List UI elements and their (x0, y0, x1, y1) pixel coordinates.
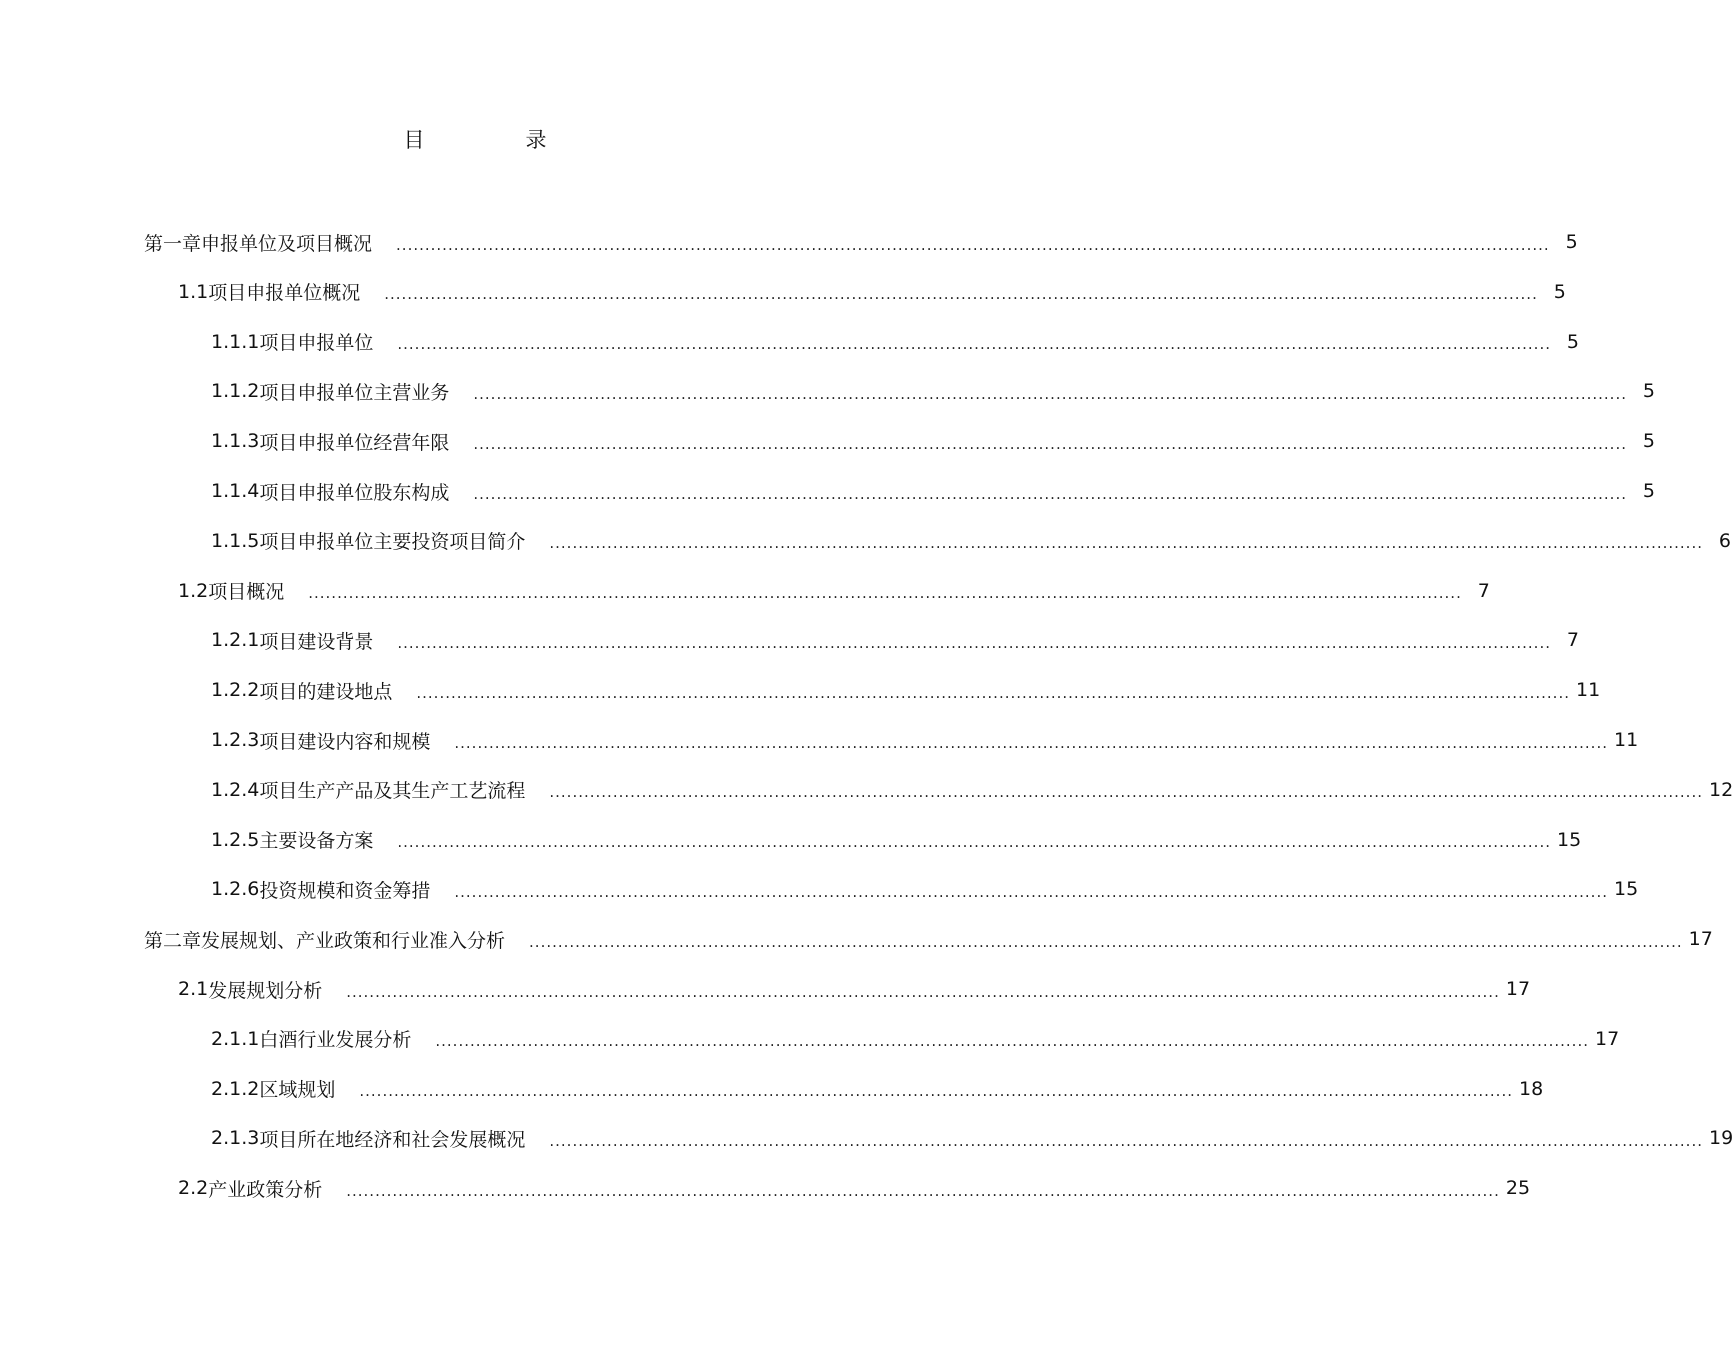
dot-leader: ........................................................................................................................................................................................................ (454, 882, 1608, 901)
toc-entry-title: 项目的建设地点 (259, 680, 393, 703)
toc-entry-title: 项目申报单位经营年限 (259, 431, 450, 454)
toc-entry-number: 1.1 (178, 280, 209, 303)
toc-entry-page-number: 11 (1576, 679, 1601, 702)
toc-entry-page-number: 5 (1553, 280, 1566, 303)
toc-entry[interactable] (211, 371, 1655, 411)
toc-entry-page-number: 5 (1642, 430, 1655, 453)
toc-entry-title: 项目所在地经济和社会发展概况 (259, 1128, 526, 1151)
dot-leader: ........................................................................................................................................................................................................ (397, 633, 1551, 652)
toc-entry-page-number: 17 (1688, 928, 1713, 951)
toc-entry-page-number: 5 (1566, 330, 1579, 353)
toc-entry[interactable] (178, 571, 1490, 611)
toc-title: 目 录 (403, 128, 587, 152)
toc-entry[interactable] (211, 421, 1655, 461)
toc-entry-page-number: 5 (1642, 480, 1655, 502)
dot-leader: ........................................................................................................................................................................................................ (416, 683, 1570, 702)
dot-leader: ........................................................................................................................................................................................................ (529, 932, 1683, 951)
dot-leader: ........................................................................................................................................................................................................ (473, 384, 1627, 403)
dot-leader: ........................................................................................................................................................................................................ (397, 833, 1551, 852)
toc-entry-number: 1.1.1 (211, 330, 260, 353)
toc-entry-number: 1.2.3 (211, 729, 260, 751)
toc-entry-page-number: 11 (1614, 729, 1639, 751)
toc-entry-title: 申报单位及项目概况 (201, 232, 373, 255)
toc-entry[interactable] (144, 919, 1713, 959)
toc-entry-title: 区域规划 (259, 1079, 336, 1102)
toc-entry[interactable] (211, 620, 1579, 660)
toc-entry-number: 第一章 (144, 232, 202, 255)
toc-entry-number: 1.1.5 (211, 529, 260, 552)
toc-entry-page-number: 17 (1595, 1027, 1620, 1050)
toc-entry-page-number: 18 (1519, 1077, 1544, 1100)
toc-entry[interactable] (211, 471, 1655, 511)
dot-leader: ........................................................................................................................................................................................................ (473, 484, 1627, 503)
toc-entry-title: 发展规划、产业政策和行业准入分析 (201, 929, 506, 952)
toc-entry-title: 白酒行业发展分析 (259, 1029, 412, 1052)
toc-entry[interactable] (211, 869, 1639, 909)
dot-leader: ........................................................................................................................................................................................................ (435, 1032, 1589, 1051)
toc-entry-title: 项目申报单位主要投资项目简介 (259, 531, 526, 554)
toc-entry-page-number: 19 (1709, 1127, 1733, 1150)
toc-entry[interactable] (178, 272, 1566, 312)
dot-leader: ........................................................................................................................................................................................................ (359, 1082, 1513, 1101)
toc-entry-title: 项目申报单位概况 (208, 282, 361, 305)
toc-entry[interactable] (211, 770, 1733, 810)
toc-entry-number: 2.2 (178, 1177, 209, 1200)
toc-entry[interactable] (211, 820, 1582, 860)
toc-entry-number: 2.1.2 (211, 1077, 260, 1100)
toc-entry[interactable] (211, 521, 1731, 561)
toc-entry-number: 1.1.3 (211, 430, 260, 453)
toc-entry-page-number: 5 (1642, 380, 1655, 403)
toc-entry-page-number: 7 (1566, 629, 1579, 652)
toc-entry-title: 项目生产产品及其生产工艺流程 (259, 780, 526, 803)
toc-entry[interactable] (211, 322, 1579, 362)
toc-entry-title: 发展规划分析 (208, 979, 323, 1002)
toc-entry-number: 1.2.4 (211, 778, 260, 801)
dot-leader: ........................................................................................................................................................................................................ (384, 285, 1538, 304)
toc-entry-title: 主要设备方案 (259, 830, 374, 853)
toc-entry[interactable] (178, 969, 1531, 1009)
dot-leader: ........................................................................................................................................................................................................ (549, 783, 1703, 802)
toc-entry-title: 投资规模和资金筹措 (259, 879, 431, 902)
toc-entry-page-number: 6 (1718, 529, 1731, 552)
toc-entry-title: 项目建设背景 (259, 630, 374, 653)
toc-entry[interactable] (211, 1019, 1620, 1059)
toc-entry-number: 1.2.2 (211, 679, 260, 702)
toc-entry-number: 1.2 (178, 579, 209, 602)
toc-entry-page-number: 15 (1614, 878, 1639, 901)
toc-entry-title: 产业政策分析 (208, 1178, 323, 1201)
toc-entry-number: 1.2.1 (211, 629, 260, 652)
toc-entry-number: 2.1 (178, 978, 209, 1000)
toc-entry-number: 1.2.6 (211, 878, 260, 901)
toc-entry-number: 1.1.2 (211, 380, 260, 403)
dot-leader: ........................................................................................................................................................................................................ (549, 534, 1703, 553)
toc-entry-page-number: 17 (1505, 978, 1531, 1000)
toc-entry[interactable] (211, 1069, 1544, 1109)
toc-entry-page-number: 25 (1505, 1177, 1531, 1200)
toc-entry-page-number: 5 (1565, 231, 1578, 253)
toc-entry-title: 项目建设内容和规模 (259, 730, 431, 753)
toc-entry-page-number: 15 (1557, 828, 1582, 851)
toc-entry-page-number: 7 (1477, 579, 1490, 602)
toc-entry-number: 2.1.1 (211, 1027, 260, 1050)
dot-leader: ........................................................................................................................................................................................................ (396, 235, 1550, 254)
toc-entry-title: 项目申报单位 (259, 332, 374, 355)
toc-entry-number: 2.1.3 (211, 1127, 260, 1150)
toc-entry-page-number: 12 (1709, 778, 1733, 801)
dot-leader: ........................................................................................................................................................................................................ (454, 733, 1608, 752)
toc-entry[interactable] (144, 222, 1578, 262)
dot-leader: ........................................................................................................................................................................................................ (346, 1181, 1500, 1200)
dot-leader: ........................................................................................................................................................................................................ (473, 434, 1627, 453)
toc-entry-number: 第二章 (144, 929, 202, 952)
toc-entry[interactable] (178, 1168, 1531, 1208)
toc-entry-title: 项目申报单位股东构成 (259, 481, 450, 504)
dot-leader: ........................................................................................................................................................................................................ (549, 1131, 1703, 1150)
dot-leader: ........................................................................................................................................................................................................ (308, 584, 1462, 603)
toc-entry-title: 项目概况 (208, 581, 285, 604)
toc-entry-title: 项目申报单位主营业务 (259, 381, 450, 404)
toc-entry-number: 1.1.4 (211, 480, 260, 502)
dot-leader: ........................................................................................................................................................................................................ (346, 982, 1500, 1001)
dot-leader: ........................................................................................................................................................................................................ (397, 335, 1551, 354)
toc-entry[interactable] (211, 720, 1639, 760)
toc-entry[interactable] (211, 1118, 1733, 1158)
toc-entry-number: 1.2.5 (211, 828, 260, 851)
toc-entry[interactable] (211, 670, 1601, 710)
